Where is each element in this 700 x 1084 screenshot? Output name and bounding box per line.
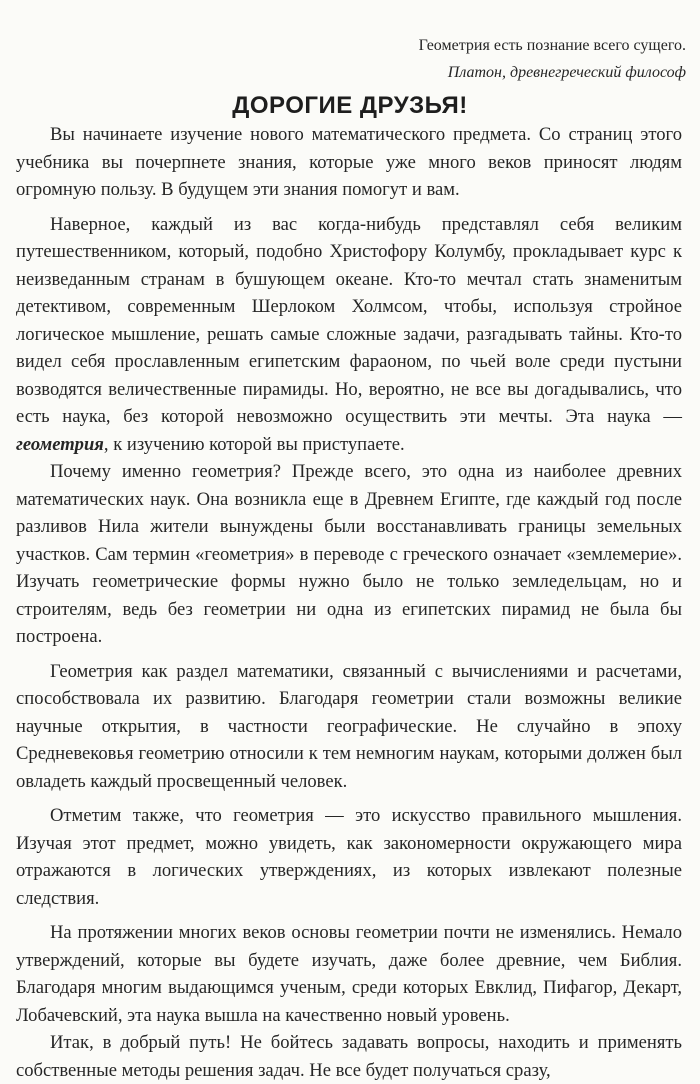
paragraph-text: Итак, в добрый путь! Не бойтесь задавать вопросы, находить и применять собственные методы решения задач. Не все будет получаться сразу, xyxy=(16,1032,682,1081)
paragraph xyxy=(16,211,682,459)
epigraph-quote: Геометрия есть познание всего сущего. xyxy=(418,37,686,54)
paragraph-text: На протяжении многих веков основы геометрии почти не изменялись. Немало утверждений, которые вы будете изучать, даже более древние, чем Библия. Благодаря многим выдающимся ученым, среди которых Евклид, Пифагор, Декарт, Лобачевский, эта наука вышла на качественно новый уровень. xyxy=(16,922,682,1026)
text-body xyxy=(16,121,682,1084)
epigraph xyxy=(419,32,686,86)
paragraph xyxy=(16,458,682,651)
paragraph-text: Наверное, каждый из вас когда-нибудь представлял себя великим путешественником, который, подобно Христофору Колумбу, прокладывает курс к неизведанным странам в бушующем океане. Кто-то мечтал стать знаменитым детективом, современным Шерлоком Холмсом, чтобы, используя стройное логическое мышление, решать самые сложные задачи, разгадывать тайны. Кто-то видел себя прославленным египетским фараоном, по чьей воле среди пустыни возводятся величественные пирамиды. Но, вероятно, не все вы догадывались, что есть наука, без которой невозможно осуществить эти мечты. Эта наука — xyxy=(16,213,682,427)
epigraph-author: Платон, древнегреческий философ xyxy=(447,64,686,81)
emphasized-term: геометрия xyxy=(16,433,104,455)
paragraph xyxy=(16,919,682,1029)
paragraph-text: , к изучению которой вы приступаете. xyxy=(103,433,405,455)
paragraph xyxy=(16,121,682,204)
paragraph-text: Отметим также, что геометрия — это искусство правильного мышления. Изучая этот предмет, можно увидеть, как закономерности окружающего мира отражаются в логических утверждениях, из которых извлекают полезные следствия. xyxy=(16,805,682,909)
paragraph xyxy=(16,1029,682,1084)
paragraph xyxy=(16,658,682,796)
paragraph-text: Вы начинаете изучение нового математического предмета. Со страниц этого учебника вы почерпнете знания, которые уже много веков приносят людям огромную пользу. В будущем эти знания помогут и вам. xyxy=(16,124,682,200)
page-title: ДОРОГИЕ ДРУЗЬЯ! xyxy=(232,92,468,119)
paragraph xyxy=(16,802,682,912)
paragraph-text: Почему именно геометрия? Прежде всего, это одна из наиболее древних математических наук. Она возникла еще в Древнем Египте, где каждый год после разливов Нила жители вынуждены были восстанавливать границы земельных участков. Сам термин «геометрия» в переводе с греческого означает «землемерие». Изучать геометрические формы нужно было не только земледельцам, но и строителям, ведь без геометрии ни одна из египетских пирамид не была бы построена. xyxy=(16,461,682,647)
paragraph-text: Геометрия как раздел математики, связанный с вычислениями и расчетами, способствовала их развитию. Благодаря геометрии стали возможны великие научные открытия, в частности географические. Не случайно в эпоху Средневековья геометрию относили к тем немногим наукам, которыми должен был овладеть каждый просвещенный человек. xyxy=(16,660,682,792)
